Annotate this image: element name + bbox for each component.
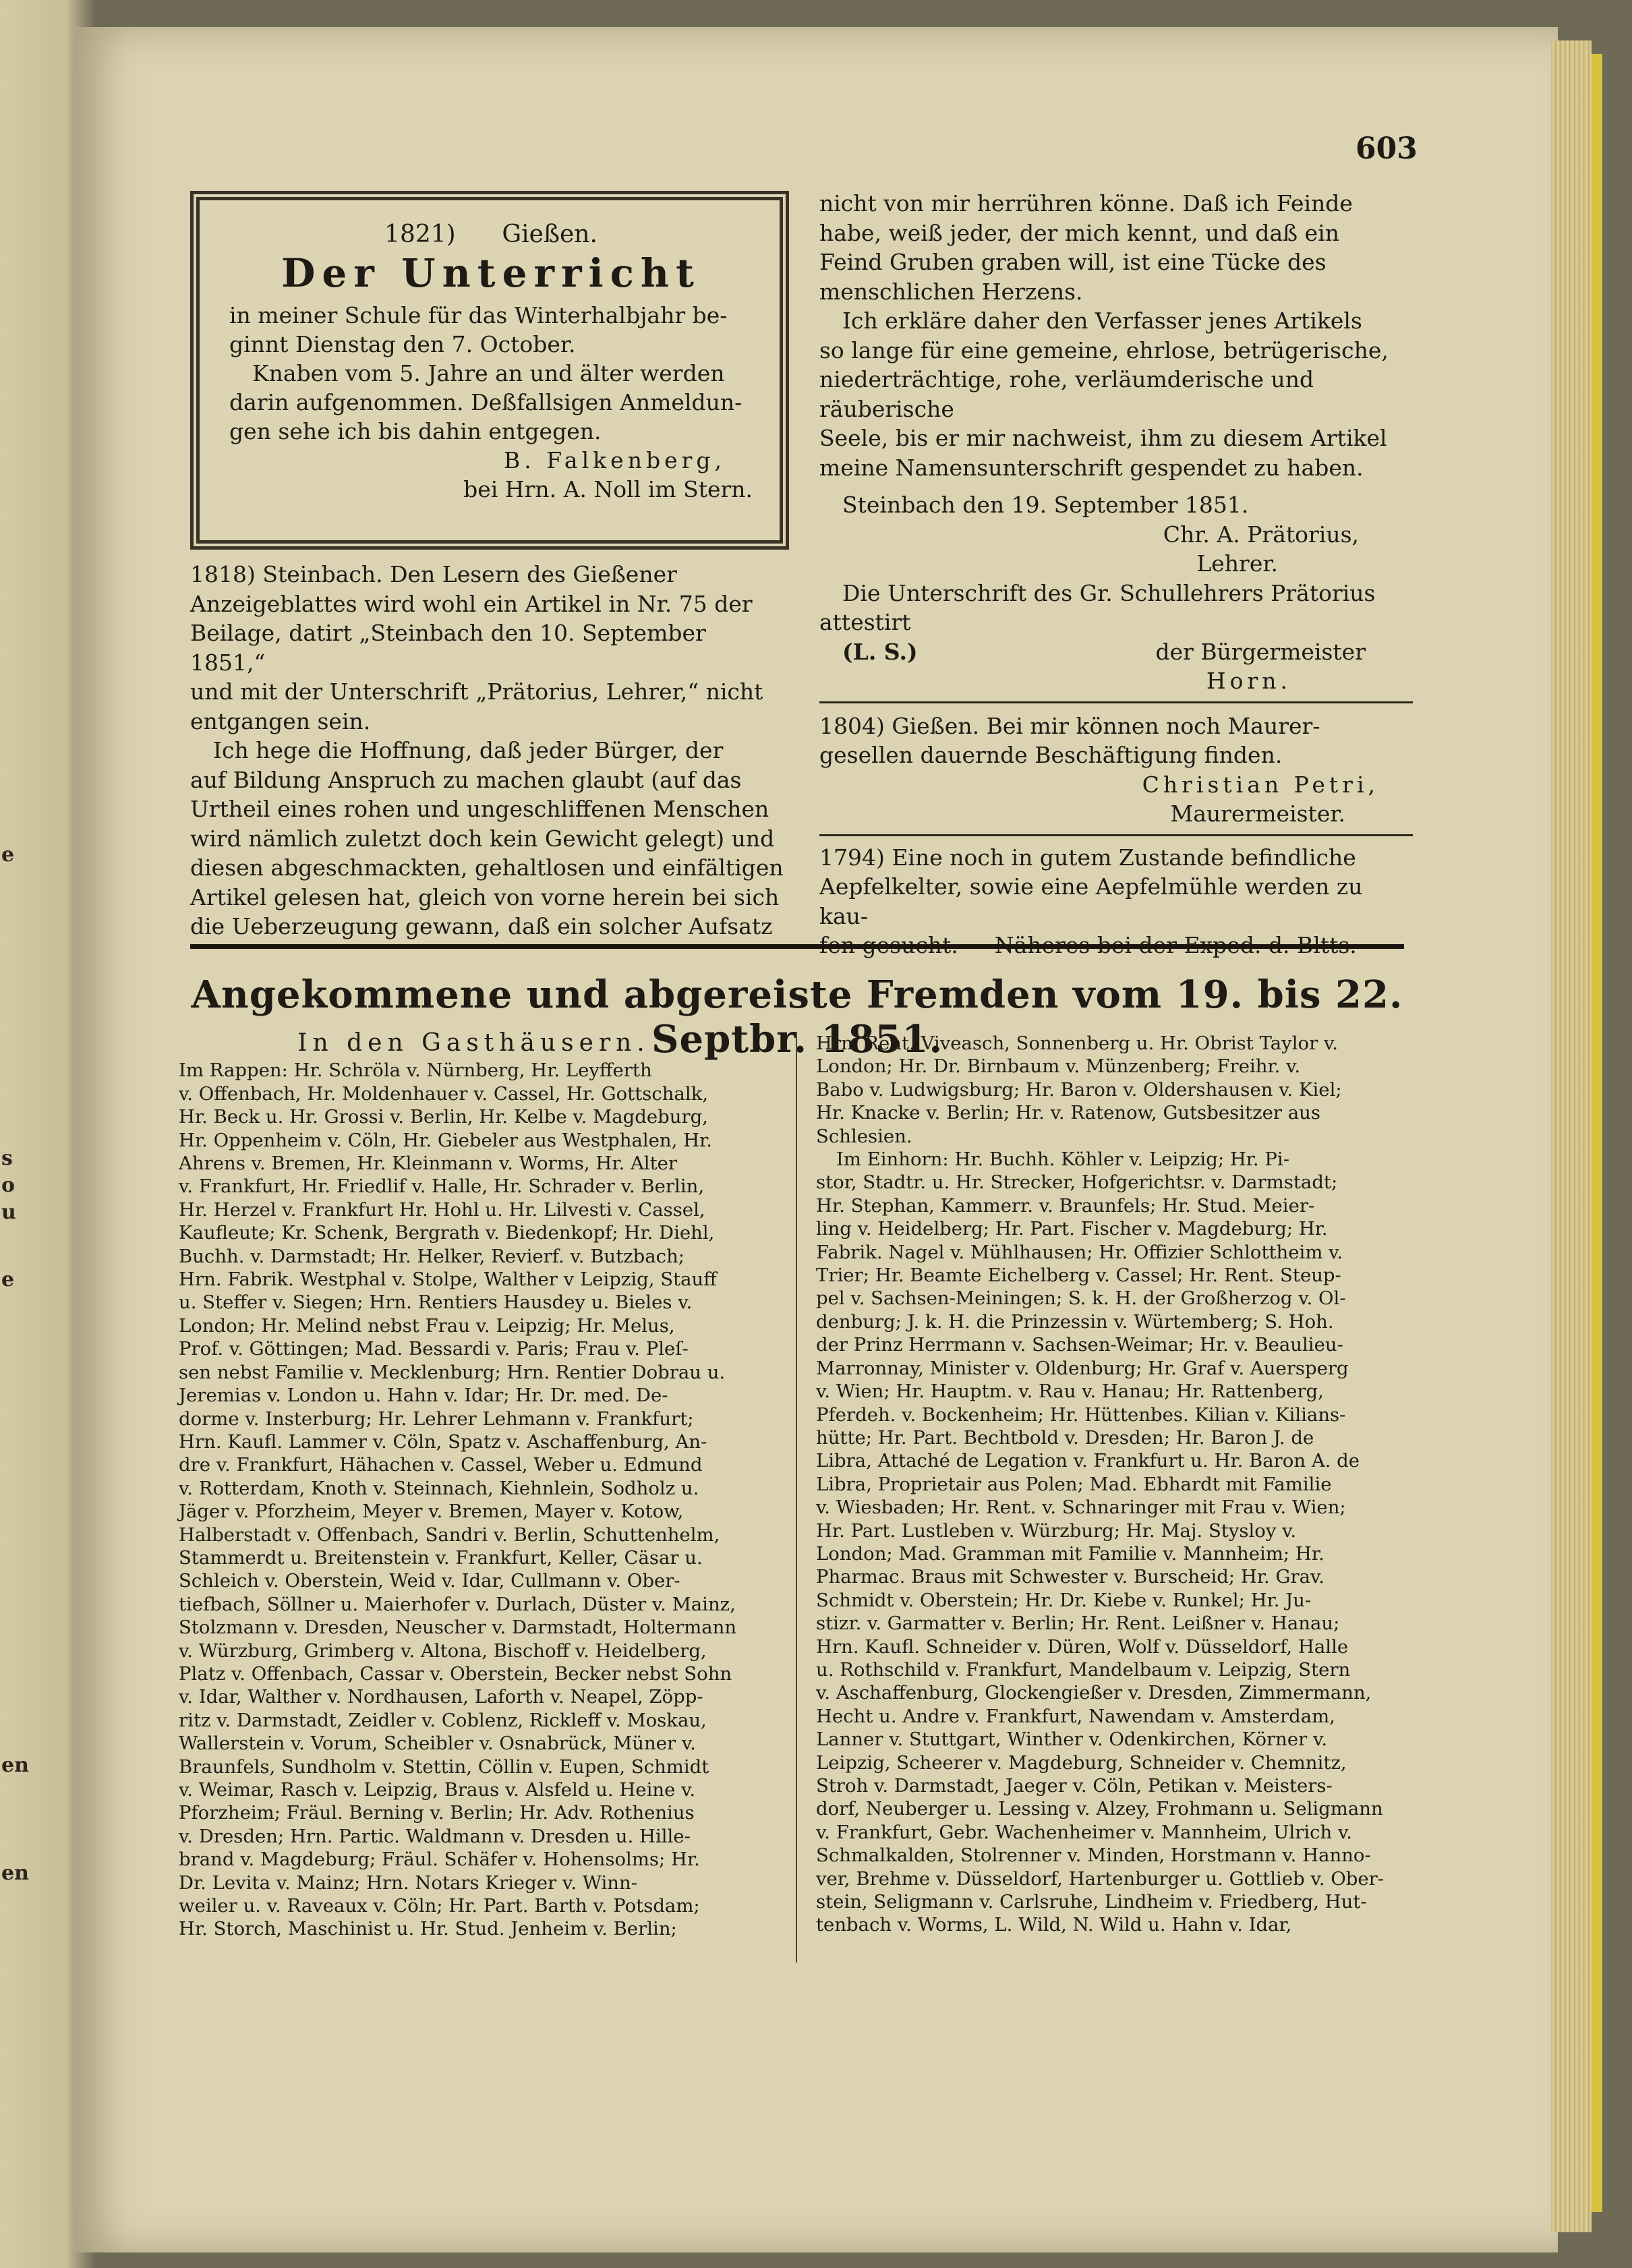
arrivals-line: Im Rappen: Hr. Schröla v. Nürnberg, Hr. Leyfferth — [179, 1059, 652, 1082]
arrivals-line: stizr. v. Garmatter v. Berlin; Hr. Rent. Leißner v. Hanau; — [816, 1612, 1340, 1635]
notice-1818-seal-row — [819, 637, 1406, 667]
column-divider — [796, 1032, 797, 1962]
arrivals-line: Im Einhorn: Hr. Buchh. Köhler v. Leipzig; Hr. Pi- — [836, 1148, 1290, 1171]
notice-1794-line: Aepfelkelter, sowie eine Aepfelmühle werden zu kau- — [819, 873, 1363, 929]
notice-1818-continuation-line: niederträchtige, rohe, verläumderische und räuberische — [819, 366, 1314, 422]
arrivals-line: Platz v. Offenbach, Cassar v. Oberstein, Becker nebst Sohn — [179, 1662, 732, 1685]
arrivals-right-column — [816, 1032, 1406, 1937]
arrivals-line: stein, Seligmann v. Carlsruhe, Lindheim v. Friedberg, Hut- — [816, 1891, 1367, 1913]
arrivals-line: v. Wiesbaden; Hr. Rent. v. Schnaringer mit Frau v. Wien; — [816, 1496, 1346, 1519]
notice-1794-line: 1794) Eine noch in gutem Zustande befindliche — [819, 844, 1356, 871]
arrivals-subheading: In den Gasthäusern. — [297, 1029, 650, 1057]
arrivals-line: Schmalkalden, Stolrenner v. Minden, Horstmann v. Hanno- — [816, 1844, 1371, 1867]
arrivals-line: ritz v. Darmstadt, Zeidler v. Coblenz, Rickleff v. Moskau, — [179, 1709, 707, 1731]
arrivals-line: ling v. Heidelberg; Hr. Part. Fischer v. Magdeburg; Hr. — [816, 1218, 1328, 1240]
arrivals-line: u. Steffer v. Siegen; Hrn. Rentiers Hausdey u. Bieles v. — [179, 1291, 693, 1314]
notice-1821-line: darin aufgenommen. Deßfallsigen Anmeldun- — [229, 389, 742, 415]
notice-1821-title: Der Unterricht — [281, 250, 701, 296]
arrivals-line: Hr. Stephan, Kammerr. v. Braunfels; Hr. Stud. Meier- — [816, 1194, 1315, 1217]
arrivals-line: v. Dresden; Hrn. Partic. Waldmann v. Dresden u. Hille- — [179, 1825, 691, 1847]
notice-1804-role: Maurermeister. — [1170, 801, 1345, 827]
page-stack-edge — [1551, 40, 1592, 2232]
arrivals-line: dre v. Frankfurt, Hähachen v. Cassel, Weber u. Edmund — [179, 1454, 703, 1476]
notice-1818-line: entgangen sein. — [190, 707, 371, 734]
arrivals-line: Pforzheim; Fräul. Berning v. Berlin; Hr. Adv. Rothenius — [179, 1802, 695, 1824]
arrivals-line: Hrn. Rent. Viveasch, Sonnenberg u. Hr. Obrist Taylor v. — [816, 1033, 1338, 1054]
notice-1804-signature: Christian Petri, — [1142, 771, 1379, 798]
arrivals-line: Marronnay, Minister v. Oldenburg; Hr. Graf v. Auersperg — [816, 1357, 1349, 1379]
arrivals-line: v. Aschaffenburg, Glockengießer v. Dresden, Zimmermann, — [816, 1682, 1372, 1704]
notice-1818-continuation-line: menschlichen Herzens. — [819, 278, 1083, 305]
arrivals-line: Fabrik. Nagel v. Mühlhausen; Hr. Offizier Schlottheim v. — [816, 1241, 1343, 1263]
notice-1821-box — [190, 191, 789, 550]
left-page-fragment: s — [1, 1146, 13, 1170]
notice-1821-line: in meiner Schule für das Winterhalbjahr be- — [229, 302, 728, 328]
arrivals-line: Trier; Hr. Beamte Eichelberg v. Cassel; Hr. Rent. Steup- — [816, 1264, 1341, 1287]
arrivals-line: v. Würzburg, Grimberg v. Altona, Bischoff v. Heidelberg, — [179, 1639, 707, 1662]
mayor-title: der Bürgermeister — [1155, 638, 1366, 665]
arrivals-line: Hr. Beck u. Hr. Grossi v. Berlin, Hr. Kelbe v. Magdeburg, — [179, 1106, 708, 1128]
arrivals-line: Jeremias v. London u. Hahn v. Idar; Hr. Dr. med. De- — [179, 1385, 668, 1407]
arrivals-line: Hr. Part. Lustleben v. Würzburg; Hr. Maj. Stysloy v. — [816, 1519, 1297, 1542]
notice-1804-line: 1804) Gießen. Bei mir können noch Maurer- — [819, 712, 1320, 739]
notice-1818-line: Artikel gelesen hat, gleich von vorne herein bei sich — [190, 883, 780, 910]
notice-1818-left — [190, 560, 784, 941]
arrivals-line: Hrn. Kaufl. Lammer v. Cöln, Spatz v. Aschaffenburg, An- — [179, 1430, 707, 1453]
arrivals-line: Babo v. Ludwigsburg; Hr. Baron v. Oldershausen v. Kiel; — [816, 1078, 1342, 1101]
arrivals-line: London; Hr. Dr. Birnbaum v. Münzenberg; Freihr. v. — [816, 1055, 1301, 1078]
notice-1821-line: gen sehe ich bis dahin entgegen. — [229, 418, 602, 444]
arrivals-line: Libra, Attaché de Legation v. Frankfurt u. Hr. Baron A. de — [816, 1450, 1360, 1472]
mayor-name: Horn. — [1206, 668, 1291, 694]
arrivals-line: Schmidt v. Oberstein; Hr. Dr. Kiebe v. Runkel; Hr. Ju- — [816, 1589, 1312, 1611]
arrivals-line: Pharmac. Braus mit Schwester v. Burscheid; Hr. Grav. — [816, 1566, 1325, 1588]
left-page-fragment: en — [1, 1753, 29, 1777]
left-page-fragment: en — [1, 1861, 29, 1885]
notice-1818-attest: Die Unterschrift des Gr. Schullehrers Prätorius — [842, 579, 1376, 606]
notice-1818-continuation-line: Seele, bis er mir nachweist, ihm zu diesem Artikel — [819, 425, 1387, 451]
notice-1821-address: bei Hrn. A. Noll im Stern. — [463, 476, 753, 502]
book-spine-edge — [1592, 54, 1602, 2212]
arrivals-line: v. Rotterdam, Knoth v. Steinnach, Kiehnlein, Sodholz u. — [179, 1477, 699, 1499]
notice-1818-continuation-line: nicht von mir herrühren könne. Daß ich Feinde — [819, 190, 1353, 216]
arrivals-line: Braunfels, Sundholm v. Stettin, Cöllin v. Eupen, Schmidt — [179, 1755, 709, 1778]
notice-1821-line: Knaben vom 5. Jahre an und älter werden — [252, 360, 725, 386]
notice-1821-heading: 1821) Gießen. — [384, 221, 598, 248]
arrivals-line: Wallerstein v. Vorum, Scheibler v. Osnabrück, Müner v. — [179, 1733, 696, 1755]
left-page-fragment: o — [1, 1173, 16, 1197]
arrivals-line: Hr. Knacke v. Berlin; Hr. v. Ratenow, Gutsbesitzer aus — [816, 1102, 1320, 1124]
arrivals-line: Halberstadt v. Offenbach, Sandri v. Berlin, Schuttenhelm, — [179, 1523, 720, 1546]
notice-1818-continuation-line: Feind Gruben graben will, ist eine Tücke des — [819, 249, 1327, 275]
arrivals-line: Stolzmann v. Dresden, Neuscher v. Darmstadt, Holtermann — [179, 1617, 737, 1639]
arrivals-line: stor, Stadtr. u. Hr. Strecker, Hofgerichtsr. v. Darmstadt; — [816, 1171, 1338, 1194]
arrivals-line: Prof. v. Göttingen; Mad. Bessardi v. Paris; Frau v. Pleſ- — [179, 1338, 689, 1360]
notice-1818-line: wird nämlich zuletzt doch kein Gewicht gelegt) und — [190, 825, 775, 852]
section-divider — [190, 944, 1404, 949]
arrivals-line: v. Wien; Hr. Hauptm. v. Rau v. Hanau; Hr. Rattenberg, — [816, 1380, 1324, 1403]
left-page-fragment: e — [1, 843, 15, 867]
notice-1804-line: gesellen dauernde Beschäftigung finden. — [819, 742, 1283, 768]
notice-1818-line: auf Bildung Anspruch zu machen glaubt (auf das — [190, 766, 742, 793]
notice-1818-date: Steinbach den 19. September 1851. — [842, 492, 1249, 518]
notice-1818-line: und mit der Unterschrift „Prätorius, Lehrer,“ nicht — [190, 678, 763, 705]
arrivals-line: v. Weimar, Rasch v. Leipzig, Braus v. Alsfeld u. Heine v. — [179, 1779, 696, 1801]
notice-1818-line: diesen abgeschmackten, gehaltlosen und einfältigen — [190, 854, 784, 881]
arrivals-line: Hr. Storch, Maschinist u. Hr. Stud. Jenheim v. Berlin; — [179, 1918, 677, 1940]
arrivals-line: denburg; J. k. H. die Prinzessin v. Würtemberg; S. Hoh. — [816, 1310, 1334, 1333]
arrivals-line: Hrn. Kaufl. Schneider v. Düren, Wolf v. Düsseldorf, Halle — [816, 1635, 1349, 1658]
left-page-fragment: u — [1, 1200, 16, 1224]
arrivals-line: Dr. Levita v. Mainz; Hrn. Notars Krieger v. Winn- — [179, 1871, 637, 1894]
arrivals-line: dorme v. Insterburg; Hr. Lehrer Lehmann v. Frankfurt; — [179, 1407, 694, 1430]
arrivals-line: Jäger v. Pforzheim, Meyer v. Bremen, Mayer v. Kotow, — [179, 1501, 684, 1523]
arrivals-line: Lanner v. Stuttgart, Winther v. Odenkirchen, Körner v. — [816, 1728, 1328, 1751]
arrivals-line: Stroh v. Darmstadt, Jaeger v. Cöln, Petikan v. Meisters- — [816, 1775, 1333, 1797]
notice-1821-line: ginnt Dienstag den 7. October. — [229, 331, 576, 357]
arrivals-line: der Prinz Herrmann v. Sachsen-Weimar; Hr. v. Beaulieu- — [816, 1334, 1343, 1356]
notice-1818-line: Beilage, datirt „Steinbach den 10. September 1851,“ — [190, 620, 706, 676]
arrivals-line: London; Hr. Melind nebst Frau v. Leipzig; Hr. Melus, — [179, 1314, 675, 1337]
arrivals-line: Schleich v. Oberstein, Weid v. Idar, Cullmann v. Ober- — [179, 1570, 680, 1592]
seal-mark: (L. S.) — [842, 638, 918, 665]
arrivals-line: dorf, Neuberger u. Lessing v. Alzey, Frohmann u. Seligmann — [816, 1798, 1383, 1820]
arrivals-line: u. Rothschild v. Frankfurt, Mandelbaum v. Leipzig, Stern — [816, 1658, 1351, 1681]
arrivals-line: Hr. Herzel v. Frankfurt Hr. Hohl u. Hr. Lilvesti v. Cassel, — [179, 1198, 705, 1221]
right-column-notices — [819, 189, 1406, 960]
arrivals-line: London; Mad. Gramman mit Familie v. Mannheim; Hr. — [816, 1542, 1324, 1565]
notice-1818-continuation-line: habe, weiß jeder, der mich kennt, und daß ein — [819, 219, 1340, 246]
arrivals-line: v. Frankfurt, Gebr. Wachenheimer v. Mannheim, Ulrich v. — [816, 1821, 1353, 1843]
notice-1818-attest: attestirt — [819, 609, 911, 635]
arrivals-line: Stammerdt u. Breitenstein v. Frankfurt, Keller, Cäsar u. — [179, 1546, 703, 1569]
arrivals-line: pel v. Sachsen-Meiningen; S. k. H. der Großherzog v. Ol- — [816, 1287, 1346, 1310]
divider — [819, 701, 1413, 703]
arrivals-line: Libra, Proprietair aus Polen; Mad. Ebhardt mit Familie — [816, 1473, 1332, 1495]
arrivals-line: v. Idar, Walther v. Nordhausen, Laforth v. Neapel, Zöpp- — [179, 1686, 703, 1708]
arrivals-line: tiefbach, Söllner u. Maierhofer v. Durlach, Düster v. Mainz, — [179, 1593, 736, 1615]
notice-1818-line: Urtheil eines rohen und ungeschliffenen Menschen — [190, 796, 769, 822]
notice-1818-continuation-line: meine Namensunterschrift gespendet zu haben. — [819, 454, 1364, 481]
arrivals-line: sen nebst Familie v. Mecklenburg; Hrn. Rentier Dobrau u. — [179, 1361, 726, 1383]
arrivals-line: Kaufleute; Kr. Schenk, Bergrath v. Biedenkopf; Hr. Diehl, — [179, 1222, 715, 1244]
notice-1818-line: Anzeigeblattes wird wohl ein Artikel in Nr. 75 der — [190, 590, 753, 617]
arrivals-line: hütte; Hr. Part. Bechtbold v. Dresden; Hr. Baron J. de — [816, 1426, 1314, 1449]
page-number: 603 — [1356, 132, 1418, 166]
arrivals-line: tenbach v. Worms, L. Wild, N. Wild u. Hahn v. Idar, — [816, 1914, 1292, 1936]
notice-1818-continuation-line: Ich erkläre daher den Verfasser jenes Artikels — [842, 308, 1362, 334]
arrivals-line: v. Offenbach, Hr. Moldenhauer v. Cassel, Hr. Gottschalk, — [179, 1082, 709, 1105]
arrivals-line: Buchh. v. Darmstadt; Hr. Helker, Revierf. v. Butzbach; — [179, 1245, 685, 1267]
left-page-fragment: e — [1, 1268, 15, 1291]
arrivals-line: Pferdeh. v. Bockenheim; Hr. Hüttenbes. Kilian v. Kilians- — [816, 1403, 1346, 1426]
notice-1821-signature: B. Falkenberg, — [504, 447, 726, 473]
arrivals-line: v. Frankfurt, Hr. Friedlif v. Halle, Hr. Schrader v. Berlin, — [179, 1175, 705, 1198]
notice-1794-line: fen gesucht. — Näheres bei der Exped. d. Bltts. — [819, 932, 1357, 958]
arrivals-line: Hrn. Fabrik. Westphal v. Stolpe, Walther v Leipzig, Stauff — [179, 1269, 717, 1291]
arrivals-line: Ahrens v. Bremen, Hr. Kleinmann v. Worms, Hr. Alter — [179, 1153, 678, 1175]
arrivals-line: Hecht u. Andre v. Frankfurt, Nawendam v. Amsterdam, — [816, 1705, 1335, 1727]
notice-1818-signer: Chr. A. Prätorius, — [1163, 521, 1359, 548]
divider — [819, 834, 1413, 836]
arrivals-line: Leipzig, Scheerer v. Magdeburg, Schneider v. Chemnitz, — [816, 1751, 1347, 1774]
notice-1818-line: Ich hege die Hoffnung, daß jeder Bürger, der — [213, 737, 724, 763]
notice-1818-signer-role: Lehrer. — [1196, 550, 1278, 577]
arrivals-line: Hr. Oppenheim v. Cöln, Hr. Giebeler aus Westphalen, Hr. — [179, 1129, 712, 1151]
arrivals-left-column — [179, 1029, 769, 1941]
notice-1818-continuation-line: so lange für eine gemeine, ehrlose, betrügerische, — [819, 337, 1389, 364]
arrivals-line: Schlesien. — [816, 1125, 912, 1147]
arrivals-line: ver, Brehme v. Düsseldorf, Hartenburger u. Gottlieb v. Ober- — [816, 1867, 1385, 1890]
arrivals-section-title: Angekommene und abgereiste Fremden vom 19. bis 22. Septbr. 1851. — [191, 972, 1403, 1062]
notice-1818-line: die Ueberzeugung gewann, daß ein solcher Aufsatz — [190, 913, 773, 939]
notice-1818-line: 1818) Steinbach. Den Lesern des Gießener — [190, 561, 677, 587]
arrivals-line: brand v. Magdeburg; Fräul. Schäfer v. Hohensolms; Hr. — [179, 1849, 700, 1871]
arrivals-line: weiler u. v. Raveaux v. Cöln; Hr. Part. Barth v. Potsdam; — [179, 1895, 700, 1917]
